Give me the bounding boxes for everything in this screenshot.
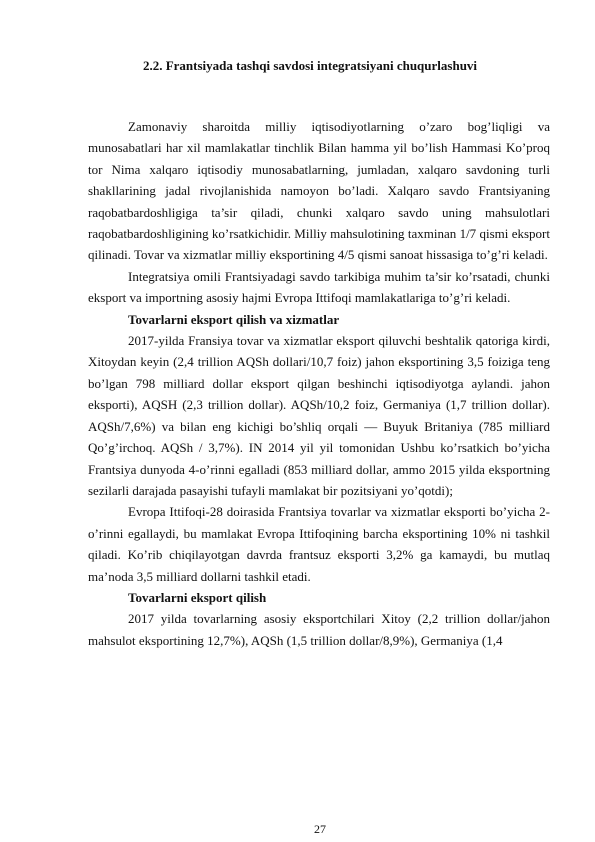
section-title: 2.2. Frantsiyada tashqi savdosi integratsiyani chuqurlashuvi [142,58,478,73]
paragraph: Zamonaviy sharoitda milliy iqtisodiyotlarning o’zaro bog’liqligi va munosabatlari har xil mamlakatlar tinchlik Bilan hamma yil bo’lish Hammasi Ko’proq tor Nima xalqaro iqtisodiy munosabatlarning, jumladan, xalqaro savdoning turli shakllarining jadal rivojlanishida namoyon bo’ladi. Xalqaro savdo Frantsiyaning raqobatbardoshligiga ta’sir qiladi, chunki xalqaro savdo uning mahsulotlari raqobatbardoshligining ko’rsatkichidir. Milliy mahsulotining taxminan 1/7 qismi eksport qilinadi. Tovar va xizmatlar milliy eksportining 4/5 qismi sanoat hissasiga to’g’ri keladi. [88,119,550,263]
paragraph: Evropa Ittifoqi-28 doirasida Frantsiya tovarlar va xizmatlar eksporti bo’yicha 2-o’rinni egallaydi, bu mamlakat Evropa Ittifoqining barcha eksportining 10% ni tashkil qiladi. Ko’rib chiqilayotgan davrda frantsuz eksporti 3,2% ga kamaydi, bu mutlaq ma’noda 3,5 milliard dollarni tashkil etadi. [88,504,550,584]
subheading: Tovarlarni eksport qilish [128,589,267,605]
page-number: 27 [314,822,326,836]
paragraph: 2017-yilda Fransiya tovar va xizmatlar eksport qiluvchi beshtalik qatoriga kirdi, Xitoydan keyin (2,4 trillion AQSh dollari/10,7 foiz) jahon eksportining 3,5 foiziga teng bo’lgan 798 milliard dollar eksport qilgan beshinchi iqtisodiyotga aylandi. jahon eksporti), AQSH (2,3 trillion dollar). AQSh/10,2 foiz, Germaniya (1,7 trillion dollar). AQSh/7,6%) va bilan eng kichigi bo’shliq orqali — Buyuk Britaniya (785 milliard Qo’g’irchoq. AQSh / 3,7%). IN 2014 yil yil tomonidan Ushbu ko’rsatkich bo’yicha Frantsiya dunyoda 4-o’rinni egalladi (853 milliard dollar, ammo 2015 yilda eksportning sezilarli darajada pasayishi tufayli mamlakat bir pozitsiyani yo’qotdi); [88,333,550,498]
paragraph: Integratsiya omili Frantsiyadagi savdo tarkibiga muhim ta’sir ko’rsatadi, chunki eksport va importning asosiy hajmi Evropa Ittifoqi mamlakatlariga to’g’ri keladi. [88,268,550,306]
paragraph: 2017 yilda tovarlarning asosiy eksportchilari Xitoy (2,2 trillion dollar/jahon mahsulot eksportining 12,7%), AQSh (1,5 trillion dollar/8,9%), Germaniya (1,4 [88,611,550,648]
subheading: Tovarlarni eksport qilish va xizmatlar [128,311,340,327]
document-body [88,116,550,651]
